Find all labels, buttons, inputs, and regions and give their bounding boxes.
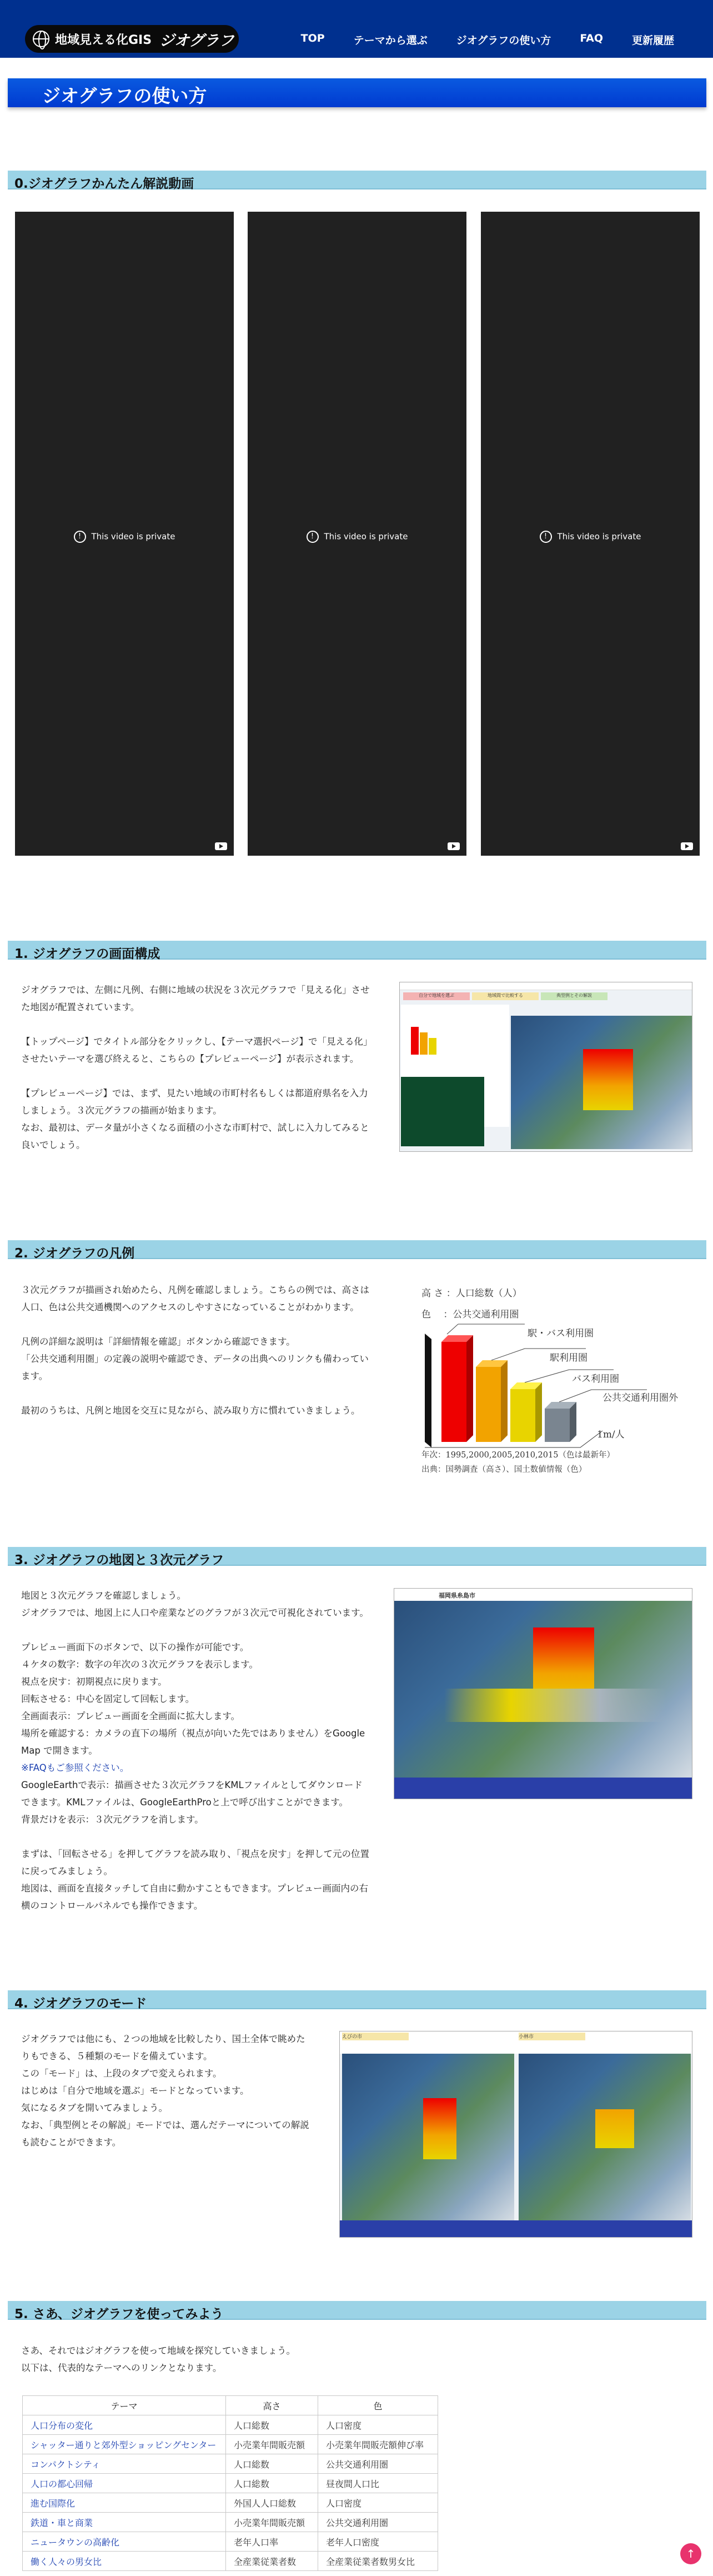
faq-link[interactable]: ※FAQもご参照ください。 bbox=[21, 1763, 129, 1773]
table-cell: 昼夜間人口比 bbox=[318, 2474, 438, 2493]
main-nav bbox=[272, 32, 674, 47]
section-heading-4: 4. ジオグラフのモード bbox=[8, 1990, 706, 2009]
table-cell: 小売業年間販売額伸び率 bbox=[318, 2435, 438, 2454]
youtube-icon[interactable] bbox=[448, 842, 460, 850]
nav-top[interactable]: TOP bbox=[300, 32, 325, 44]
theme-link[interactable]: ニュータウンの高齢化 bbox=[31, 2537, 120, 2548]
site-logo[interactable] bbox=[25, 25, 239, 53]
scroll-top-button[interactable]: ↑ bbox=[680, 2543, 701, 2564]
page-title: ジオグラフの使い方 bbox=[42, 85, 207, 107]
table-row bbox=[23, 2474, 438, 2493]
table-cell: 全産業従業者数男女比 bbox=[318, 2552, 438, 2571]
nav-history[interactable]: 更新履歴 bbox=[631, 34, 674, 47]
theme-table: テーマ 高さ 色 人口分布の変化 人口総数 人口密度 シャッター通りと郊外型ショッピングセンター 小売業年間販売額 小売業年間販売額伸び率 コンパクトシティ 人口総数 公共交通利用圏 人口の都心回帰 人口総数 昼夜間人口比 進む国際化 外国人人口総数 人口密度 鉄道・車と商業 小売業年間販売額 公共交通利用圏 ニュータウンの高齢化 老年人口率 老年人口密度 働く人々の男女比 全産業従業者数 全産業従業者数男女比 bbox=[22, 2395, 438, 2571]
legend-image: 高 さ ：人口総数（人） 色 ：公共交通利用圏 駅・バス利用圏 駅利用圏 バス利用圏 公共交通利用圏外 1m/人 年次：1995,2000,2005,2010,2015（色は最新年） 出典：国勢調査（高さ）、国土数値情報（色） bbox=[414, 1281, 691, 1481]
info-icon: ! bbox=[307, 531, 319, 543]
section2-text: ３次元グラフが描画され始めたら、凡例を確認しましょう。こちらの例では、高さは人口、色は公共交通機関へのアクセスのしやすさになっていることがわかります。 凡例の詳細な説明は「詳細情報を確認」ボタンから確認できます。 「公共交通利用圏」の定義の説明や確認でき、データの出典へのリンクも備わっています。 最初のうちは、凡例と地図を交互に見ながら、読み取り方に慣れていきましょう。 bbox=[21, 1285, 369, 1416]
nav-howto[interactable]: ジオグラフの使い方 bbox=[456, 34, 551, 47]
table-cell: 老年人口密度 bbox=[318, 2532, 438, 2552]
mode-compare-image: えびの市 小林市 bbox=[339, 2031, 692, 2238]
page-title-bar bbox=[8, 78, 706, 107]
section-heading-2: 2. ジオグラフの凡例 bbox=[8, 1240, 706, 1259]
theme-link[interactable]: 鉄道・車と商業 bbox=[31, 2517, 93, 2528]
table-cell: 人口密度 bbox=[318, 2415, 438, 2435]
table-cell: 公共交通利用圏 bbox=[318, 2513, 438, 2532]
table-cell: 人口総数 bbox=[226, 2474, 318, 2493]
table-row bbox=[23, 2435, 438, 2454]
table-cell: 外国人人口総数 bbox=[226, 2493, 318, 2513]
youtube-icon[interactable] bbox=[215, 842, 227, 850]
table-row bbox=[23, 2454, 438, 2474]
table-row bbox=[23, 2415, 438, 2435]
section5-text: さあ、それではジオグラフを使って地域を探究していきましょう。 以下は、代表的なテーマへのリンクとなります。 bbox=[21, 2345, 296, 2373]
table-cell: 老年人口率 bbox=[226, 2532, 318, 2552]
theme-link[interactable]: 人口分布の変化 bbox=[31, 2420, 93, 2431]
globe-icon bbox=[33, 31, 49, 47]
screen-layout-image: 自分で地域を選ぶ 地域間で比較する 典型例とその解説 bbox=[399, 982, 692, 1152]
site-header bbox=[0, 0, 713, 58]
section-heading-5: 5. さあ、ジオグラフを使ってみよう bbox=[8, 2301, 706, 2320]
table-cell: 全産業従業者数 bbox=[226, 2552, 318, 2571]
nav-theme[interactable]: テーマから選ぶ bbox=[353, 34, 428, 47]
section4-text: ジオグラフでは他にも、２つの地域を比較したり、国土全体で眺めたりもできる、５種類のモードを備えています。 この「モード」は、上段のタブで変えられます。 はじめは「自分で地域を選ぶ」モードとなっています。 気になるタブを開いてみましょう。 なお、「典型例とその解説」モードでは、選んだテーマについての解説も読むことができます。 bbox=[21, 2034, 309, 2148]
video-player-3[interactable]: ! This video is private bbox=[481, 212, 700, 856]
info-icon: ! bbox=[540, 531, 552, 543]
table-row bbox=[23, 2493, 438, 2513]
table-row bbox=[23, 2532, 438, 2552]
table-row bbox=[23, 2552, 438, 2571]
table-row bbox=[23, 2513, 438, 2532]
logo-brand: ジオグラフ bbox=[159, 32, 234, 49]
table-cell: 小売業年間販売額 bbox=[226, 2435, 318, 2454]
table-cell: 人口総数 bbox=[226, 2454, 318, 2474]
theme-link[interactable]: 進む国際化 bbox=[31, 2498, 76, 2509]
theme-link[interactable]: コンパクトシティ bbox=[31, 2459, 101, 2470]
table-cell: 小売業年間販売額 bbox=[226, 2513, 318, 2532]
section-heading-0: 0.ジオグラフかんたん解説動画 bbox=[8, 171, 706, 189]
nav-faq[interactable]: FAQ bbox=[580, 32, 603, 44]
section3-text: 地図と３次元グラフを確認しましょう。 ジオグラフでは、地図上に人口や産業などのグラフが３次元で可視化されています。 プレビュー画面下のボタンで、以下の操作が可能です。 ４ケタの数字：数字の年次の３次元グラフを表示します。 視点を戻す：初期視点に戻ります。 回転させる：中心を固定して回転します。 全画面表示：プレビュー画面を全画面に拡大します。 場所を確認する：カメラの直下の場所（視点が向いた先ではありません）をGoogle Map で開きます。 ※FAQもご参照ください。 GoogleEarthで表示：描画させた３次元グラフをKMLファイルとしてダウンロードできます。KMLファイルは、GoogleEarthProと上で呼び出すことができます。 背景だけを表示：３次元グラフを消します。 まずは、「回転させる」を押してグラフを読み取り、「視点を戻す」を押して元の位置に戻ってみましょう。 地図は、画面を直接タッチして自由に動かすこともできます。プレビュー画面内の右横のコントロールパネルでも操作できます。 bbox=[21, 1590, 369, 1911]
youtube-icon[interactable] bbox=[681, 842, 693, 850]
video-player-2[interactable]: ! This video is private bbox=[248, 212, 466, 856]
video-player-1[interactable]: ! This video is private bbox=[15, 212, 234, 856]
info-icon: ! bbox=[74, 531, 86, 543]
theme-link[interactable]: 人口の都心回帰 bbox=[31, 2478, 93, 2489]
section-heading-3: 3. ジオグラフの地図と３次元グラフ bbox=[8, 1547, 706, 1566]
table-cell: 公共交通利用圏 bbox=[318, 2454, 438, 2474]
theme-link[interactable]: 働く人々の男女比 bbox=[31, 2556, 102, 2567]
section1-text: ジオグラフでは、左側に凡例、右側に地域の状況を３次元グラフで「見える化」させた地図が配置されています。 【トップページ】でタイトル部分をクリックし、【テーマ選択ページ】で「見える化」させたいテーマを選び終えると、こちらの【プレビューページ】が表示されます。 【プレビューページ】では、まず、見たい地域の市町村名もしくは都道府県名を入力しましょう。３次元グラフの描画が始まります。 なお、最初は、データ量が小さくなる面積の小さな市町村で、試しに入力してみると良いでしょう。 bbox=[21, 985, 370, 1150]
table-cell: 人口密度 bbox=[318, 2493, 438, 2513]
map-3d-graph-image: 福岡県糸島市 bbox=[394, 1588, 692, 1799]
section-heading-1: 1. ジオグラフの画面構成 bbox=[8, 941, 706, 960]
logo-text: 地域見える化GIS bbox=[55, 33, 152, 47]
theme-link[interactable]: シャッター通りと郊外型ショッピングセンター bbox=[31, 2439, 217, 2450]
table-cell: 人口総数 bbox=[226, 2415, 318, 2435]
